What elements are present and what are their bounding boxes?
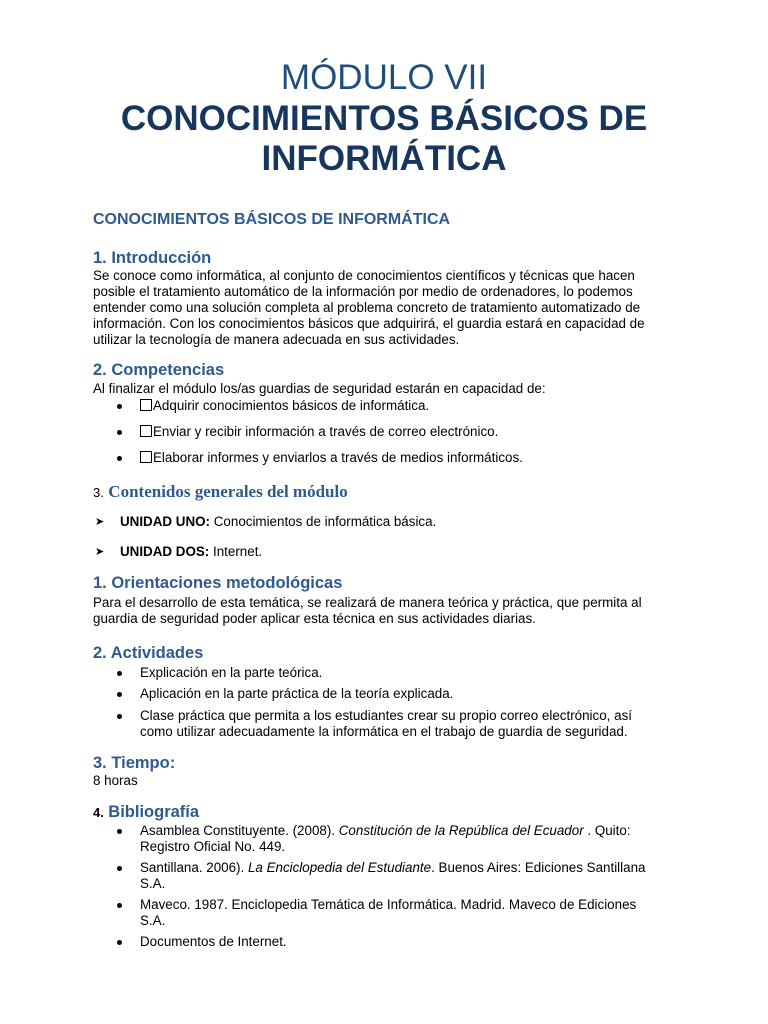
entry-title: La Enciclopedia del Estudiante xyxy=(247,860,432,875)
bullet-dot xyxy=(117,430,122,435)
intro-line: posible el tratamiento automático de la información por medio de ordenadores, lo podemos xyxy=(93,284,633,299)
module-subtitle: CONOCIMIENTOS BÁSICOS DE INFORMÁTICA xyxy=(120,99,648,178)
contenidos-heading xyxy=(93,482,348,502)
intro-line: utilizar la tecnología de manera adecuada en sus actividades. xyxy=(93,332,460,347)
intro-heading: 1. Introducción xyxy=(93,249,212,267)
competencia-text: Adquirir conocimientos básicos de informática. xyxy=(153,398,430,413)
unit-text: Conocimientos de informática básica. xyxy=(213,514,437,529)
entry-text: . Buenos Aires: Ediciones Santillana xyxy=(431,860,646,875)
bibliografia-entry-continued: S.A. xyxy=(140,876,166,891)
bibliografia-entry: Maveco. 1987. Enciclopedia Temática de Informática. Madrid. Maveco de Ediciones xyxy=(140,897,637,912)
main-heading: CONOCIMIENTOS BÁSICOS DE INFORMÁTICA xyxy=(93,211,451,228)
tiempo-heading: 3. Tiempo: xyxy=(93,754,176,772)
entry-text: Santillana. 2006). xyxy=(140,860,248,875)
bibliografia-entry xyxy=(140,823,631,839)
competencia-item xyxy=(140,450,523,466)
bibliografia-number: 4. xyxy=(93,805,104,820)
competencia-text: Elaborar informes y enviarlos a través de medios informáticos. xyxy=(153,450,523,465)
orientaciones-line: Para el desarrollo de esta temática, se realizará de manera teórica y práctica, que permita al xyxy=(93,595,642,610)
actividad-item: Clase práctica que permita a los estudiantes crear su propio correo electrónico, así xyxy=(140,708,632,723)
module-title: MÓDULO VII xyxy=(280,58,488,97)
actividades-heading: 2. Actividades xyxy=(93,644,204,662)
bibliografia-heading xyxy=(93,803,199,822)
arrow-bullet-icon: ➤ xyxy=(95,546,105,558)
competencia-item xyxy=(140,424,498,440)
orientaciones-line: guardia de seguridad poder aplicar esta técnica en sus actividades diarias. xyxy=(93,611,536,626)
bibliografia-entry-continued: Registro Oficial No. 449. xyxy=(140,839,286,854)
actividad-item-continued: como utilizar adecuadamente la informática en el trabajo de guardia de seguridad. xyxy=(140,724,628,739)
contenidos-title: Contenidos generales del módulo xyxy=(108,482,348,501)
arrow-bullet-icon: ➤ xyxy=(95,516,105,528)
actividad-item: Aplicación en la parte práctica de la teoría explicada. xyxy=(140,686,454,701)
competencia-text: Enviar y recibir información a través de correo electrónico. xyxy=(153,424,499,439)
contenidos-number: 3. xyxy=(93,485,104,500)
unit-item xyxy=(120,514,436,530)
tiempo-value: 8 horas xyxy=(93,773,138,788)
entry-title: Constitución de la República del Ecuador xyxy=(338,823,584,838)
bullet-dot xyxy=(117,866,122,871)
intro-paragraph xyxy=(93,268,713,348)
bullet-dot xyxy=(117,692,122,697)
bibliografia-entry-continued: S.A. xyxy=(140,913,166,928)
bullet-dot xyxy=(117,456,122,461)
checkbox-icon xyxy=(140,451,152,463)
orientaciones-paragraph xyxy=(93,595,713,627)
intro-line: entender como una solución completa al problema concreto de tratamiento automatizado de xyxy=(93,300,641,315)
entry-text: Asamblea Constituyente. (2008). xyxy=(140,823,339,838)
bibliografia-entry xyxy=(140,860,645,876)
intro-line: Se conoce como informática, al conjunto de conocimientos científicos y técnicas que hacen xyxy=(93,268,635,283)
bullet-dot xyxy=(117,940,122,945)
checkbox-icon xyxy=(140,399,152,411)
unit-item xyxy=(120,544,262,560)
bibliografia-entry: Documentos de Internet. xyxy=(140,934,287,949)
actividad-item: Explicación en la parte teórica. xyxy=(140,665,323,680)
bullet-dot xyxy=(117,671,122,676)
checkbox-icon xyxy=(140,425,152,437)
unit-label: UNIDAD DOS: xyxy=(120,544,210,559)
competencia-item xyxy=(140,398,429,414)
unit-label: UNIDAD UNO: xyxy=(120,514,211,529)
bullet-dot xyxy=(117,903,122,908)
bullet-dot xyxy=(117,829,122,834)
unit-text: Internet. xyxy=(213,544,263,559)
competencias-lead: Al finalizar el módulo los/as guardias de seguridad estarán en capacidad de: xyxy=(93,381,546,396)
bullet-dot xyxy=(117,714,122,719)
orientaciones-heading: 1. Orientaciones metodológicas xyxy=(93,574,343,592)
entry-text: . Quito: xyxy=(583,823,631,838)
intro-line: información. Con los conocimientos básicos que adquirirá, el guardia estará en capacidad de xyxy=(93,316,645,331)
bullet-dot xyxy=(117,404,122,409)
bibliografia-title: Bibliografía xyxy=(108,803,200,821)
competencias-heading: 2. Competencias xyxy=(93,361,225,379)
